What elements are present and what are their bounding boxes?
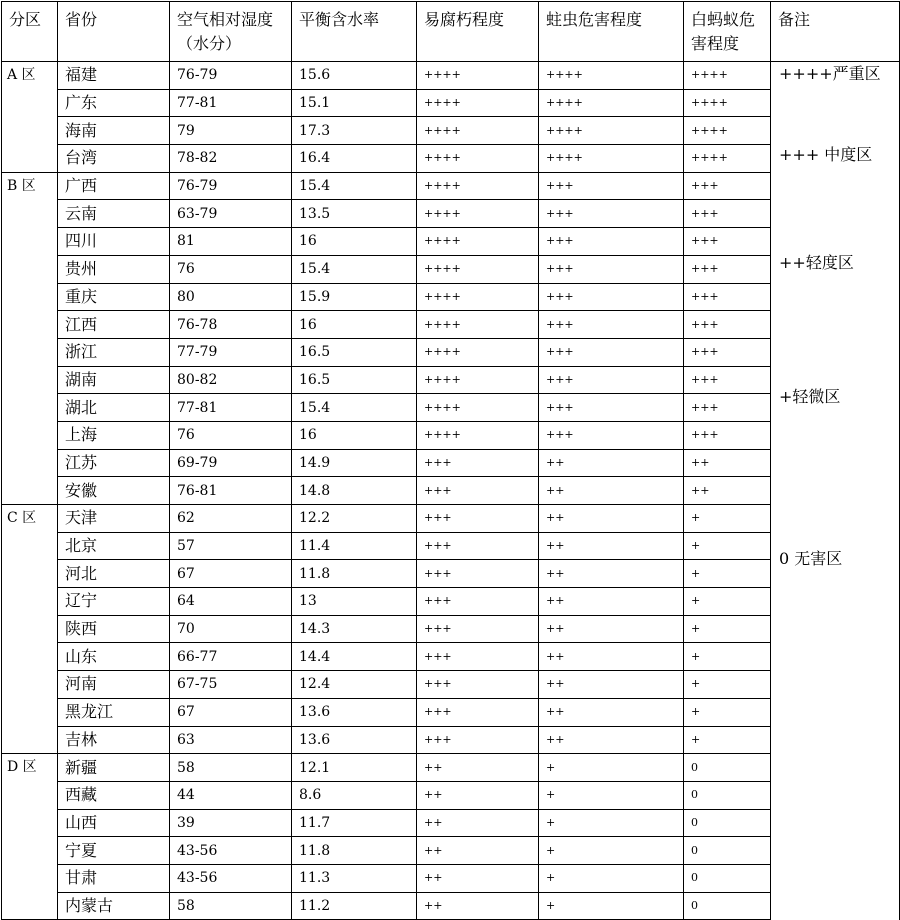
legend-note: 0 无害区: [779, 549, 843, 568]
table-row: [2, 671, 900, 699]
moisture-cell: 15.9: [292, 283, 417, 311]
humidity-cell: 43-56: [170, 864, 292, 892]
table-row: [2, 255, 900, 283]
termite-cell: +: [684, 698, 771, 726]
termite-cell: +++: [684, 200, 771, 228]
decay-cell: ++: [417, 781, 539, 809]
legend-note: +++ 中度区: [779, 145, 873, 164]
humidity-cell: 62: [170, 505, 292, 533]
decay-cell: ++++: [417, 200, 539, 228]
termite-cell: ++++: [684, 62, 771, 90]
humidity-cell: 81: [170, 228, 292, 256]
termite-cell: 0: [684, 781, 771, 809]
insect-cell: ++: [539, 643, 684, 671]
insect-cell: ++: [539, 560, 684, 588]
insect-cell: +++: [539, 394, 684, 422]
legend-note: ++轻度区: [779, 253, 854, 272]
humidity-cell: 76-79: [170, 172, 292, 200]
decay-cell: ++++: [417, 338, 539, 366]
table-row: [2, 643, 900, 671]
humidity-cell: 58: [170, 892, 292, 920]
termite-cell: +: [684, 560, 771, 588]
insect-cell: +++: [539, 200, 684, 228]
moisture-cell: 11.4: [292, 532, 417, 560]
humidity-cell: 67: [170, 698, 292, 726]
decay-cell: ++++: [417, 89, 539, 117]
province-cell: 贵州: [58, 255, 170, 283]
header-insect: 蛀虫危害程度: [539, 2, 684, 62]
humidity-cell: 76: [170, 421, 292, 449]
decay-cell: ++++: [417, 228, 539, 256]
table-row: [2, 754, 900, 782]
humidity-cell: 77-81: [170, 89, 292, 117]
moisture-cell: 12.1: [292, 754, 417, 782]
insect-cell: +++: [539, 421, 684, 449]
moisture-cell: 15.4: [292, 394, 417, 422]
insect-cell: ++: [539, 615, 684, 643]
province-cell: 四川: [58, 228, 170, 256]
insect-cell: ++: [539, 588, 684, 616]
termite-cell: +: [684, 532, 771, 560]
insect-cell: +++: [539, 338, 684, 366]
decay-cell: ++++: [417, 421, 539, 449]
province-cell: 陕西: [58, 615, 170, 643]
insect-cell: ++: [539, 477, 684, 505]
header-row: [2, 2, 900, 62]
header-humidity: 空气相对湿度（水分）: [170, 2, 292, 62]
moisture-cell: 14.4: [292, 643, 417, 671]
province-cell: 西藏: [58, 781, 170, 809]
decay-cell: ++++: [417, 62, 539, 90]
insect-cell: +: [539, 892, 684, 920]
decay-cell: +++: [417, 449, 539, 477]
termite-cell: 0: [684, 837, 771, 865]
humidity-cell: 39: [170, 809, 292, 837]
termite-cell: 0: [684, 809, 771, 837]
humidity-cell: 80-82: [170, 366, 292, 394]
humidity-cell: 64: [170, 588, 292, 616]
termite-cell: 0: [684, 864, 771, 892]
insect-cell: ++: [539, 671, 684, 699]
humidity-cell: 43-56: [170, 837, 292, 865]
moisture-cell: 16.4: [292, 145, 417, 173]
decay-cell: +++: [417, 643, 539, 671]
termite-cell: +: [684, 505, 771, 533]
insect-cell: ++++: [539, 62, 684, 90]
province-cell: 吉林: [58, 726, 170, 754]
legend-note: +轻微区: [779, 387, 841, 406]
moisture-cell: 13.6: [292, 726, 417, 754]
insect-cell: ++: [539, 726, 684, 754]
notes-column: [771, 62, 900, 920]
insect-cell: ++: [539, 698, 684, 726]
termite-cell: +: [684, 671, 771, 699]
moisture-cell: 12.4: [292, 671, 417, 699]
table-row: [2, 837, 900, 865]
zone-label: C 区: [2, 505, 58, 754]
decay-cell: ++++: [417, 255, 539, 283]
moisture-cell: 11.7: [292, 809, 417, 837]
decay-cell: ++: [417, 754, 539, 782]
province-cell: 辽宁: [58, 588, 170, 616]
table-row: [2, 726, 900, 754]
decay-cell: ++: [417, 837, 539, 865]
moisture-cell: 15.1: [292, 89, 417, 117]
insect-cell: +: [539, 809, 684, 837]
decay-cell: ++++: [417, 283, 539, 311]
province-cell: 山西: [58, 809, 170, 837]
table-row: [2, 809, 900, 837]
termite-cell: +++: [684, 172, 771, 200]
termite-cell: +++: [684, 338, 771, 366]
decay-cell: +++: [417, 726, 539, 754]
province-cell: 安徽: [58, 477, 170, 505]
insect-cell: ++: [539, 505, 684, 533]
moisture-cell: 17.3: [292, 117, 417, 145]
insect-cell: ++++: [539, 89, 684, 117]
table-row: [2, 117, 900, 145]
moisture-cell: 15.4: [292, 255, 417, 283]
termite-cell: ++++: [684, 117, 771, 145]
province-cell: 重庆: [58, 283, 170, 311]
termite-cell: +++: [684, 283, 771, 311]
zone-label: D 区: [2, 754, 58, 920]
decay-cell: +++: [417, 588, 539, 616]
legend-note: ++++严重区: [779, 64, 881, 83]
province-cell: 湖南: [58, 366, 170, 394]
province-cell: 福建: [58, 62, 170, 90]
termite-cell: +++: [684, 366, 771, 394]
decay-cell: +++: [417, 560, 539, 588]
humidity-cell: 76: [170, 255, 292, 283]
moisture-cell: 11.8: [292, 837, 417, 865]
decay-cell: ++: [417, 809, 539, 837]
insect-cell: ++: [539, 449, 684, 477]
province-cell: 湖北: [58, 394, 170, 422]
humidity-cell: 76-78: [170, 311, 292, 339]
table-row: [2, 200, 900, 228]
termite-cell: ++++: [684, 145, 771, 173]
termite-cell: +++: [684, 255, 771, 283]
zone-label: B 区: [2, 172, 58, 504]
humidity-cell: 78-82: [170, 145, 292, 173]
termite-cell: ++: [684, 449, 771, 477]
humidity-cell: 66-77: [170, 643, 292, 671]
table-row: [2, 62, 900, 90]
decay-cell: ++++: [417, 366, 539, 394]
termite-cell: +++: [684, 394, 771, 422]
moisture-cell: 11.3: [292, 864, 417, 892]
humidity-cell: 57: [170, 532, 292, 560]
wood-hazard-table: [1, 1, 900, 920]
table-row: [2, 311, 900, 339]
table-row: [2, 449, 900, 477]
insect-cell: +++: [539, 255, 684, 283]
moisture-cell: 16: [292, 421, 417, 449]
province-cell: 内蒙古: [58, 892, 170, 920]
header-province: 省份: [58, 2, 170, 62]
humidity-cell: 44: [170, 781, 292, 809]
table-row: [2, 892, 900, 920]
humidity-cell: 76-79: [170, 62, 292, 90]
humidity-cell: 58: [170, 754, 292, 782]
province-cell: 江西: [58, 311, 170, 339]
table-row: [2, 172, 900, 200]
decay-cell: ++: [417, 864, 539, 892]
moisture-cell: 16.5: [292, 338, 417, 366]
termite-cell: 0: [684, 892, 771, 920]
moisture-cell: 16.5: [292, 366, 417, 394]
decay-cell: +++: [417, 477, 539, 505]
province-cell: 宁夏: [58, 837, 170, 865]
humidity-cell: 63-79: [170, 200, 292, 228]
insect-cell: +: [539, 837, 684, 865]
termite-cell: +++: [684, 228, 771, 256]
moisture-cell: 16: [292, 228, 417, 256]
table-row: [2, 477, 900, 505]
header-zone: 分区: [2, 2, 58, 62]
termite-cell: +++: [684, 421, 771, 449]
table-row: [2, 283, 900, 311]
humidity-cell: 79: [170, 117, 292, 145]
province-cell: 河北: [58, 560, 170, 588]
province-cell: 广东: [58, 89, 170, 117]
table-row: [2, 89, 900, 117]
insect-cell: +++: [539, 366, 684, 394]
zone-label: A 区: [2, 62, 58, 173]
termite-cell: ++++: [684, 89, 771, 117]
header-moisture: 平衡含水率: [292, 2, 417, 62]
insect-cell: +: [539, 781, 684, 809]
moisture-cell: 14.9: [292, 449, 417, 477]
province-cell: 甘肃: [58, 864, 170, 892]
decay-cell: +++: [417, 671, 539, 699]
decay-cell: ++++: [417, 311, 539, 339]
moisture-cell: 14.8: [292, 477, 417, 505]
moisture-cell: 11.8: [292, 560, 417, 588]
moisture-cell: 15.4: [292, 172, 417, 200]
table-row: [2, 560, 900, 588]
decay-cell: +++: [417, 615, 539, 643]
table-row: [2, 421, 900, 449]
decay-cell: +++: [417, 505, 539, 533]
province-cell: 河南: [58, 671, 170, 699]
province-cell: 台湾: [58, 145, 170, 173]
humidity-cell: 77-81: [170, 394, 292, 422]
table-row: [2, 588, 900, 616]
humidity-cell: 69-79: [170, 449, 292, 477]
moisture-cell: 8.6: [292, 781, 417, 809]
table-row: [2, 781, 900, 809]
decay-cell: ++++: [417, 172, 539, 200]
moisture-cell: 13: [292, 588, 417, 616]
termite-cell: 0: [684, 754, 771, 782]
province-cell: 天津: [58, 505, 170, 533]
insect-cell: +++: [539, 311, 684, 339]
decay-cell: ++++: [417, 145, 539, 173]
humidity-cell: 67: [170, 560, 292, 588]
province-cell: 北京: [58, 532, 170, 560]
table-row: [2, 698, 900, 726]
table-row: [2, 864, 900, 892]
insect-cell: +: [539, 754, 684, 782]
province-cell: 黑龙江: [58, 698, 170, 726]
humidity-cell: 67-75: [170, 671, 292, 699]
header-notes: 备注: [771, 2, 900, 62]
moisture-cell: 11.2: [292, 892, 417, 920]
province-cell: 云南: [58, 200, 170, 228]
insect-cell: +++: [539, 228, 684, 256]
province-cell: 浙江: [58, 338, 170, 366]
moisture-cell: 12.2: [292, 505, 417, 533]
decay-cell: +++: [417, 698, 539, 726]
insect-cell: +++: [539, 172, 684, 200]
province-cell: 江苏: [58, 449, 170, 477]
insect-cell: ++: [539, 532, 684, 560]
decay-cell: +++: [417, 532, 539, 560]
table-row: [2, 338, 900, 366]
termite-cell: ++: [684, 477, 771, 505]
humidity-cell: 80: [170, 283, 292, 311]
table-row: [2, 366, 900, 394]
moisture-cell: 13.6: [292, 698, 417, 726]
header-termite: 白蚂蚁危害程度: [684, 2, 771, 62]
header-decay: 易腐朽程度: [417, 2, 539, 62]
table-row: [2, 394, 900, 422]
table-row: [2, 505, 900, 533]
humidity-cell: 76-81: [170, 477, 292, 505]
province-cell: 海南: [58, 117, 170, 145]
moisture-cell: 14.3: [292, 615, 417, 643]
province-cell: 上海: [58, 421, 170, 449]
termite-cell: +: [684, 726, 771, 754]
province-cell: 新疆: [58, 754, 170, 782]
decay-cell: ++++: [417, 117, 539, 145]
table-row: [2, 532, 900, 560]
moisture-cell: 15.6: [292, 62, 417, 90]
humidity-cell: 77-79: [170, 338, 292, 366]
moisture-cell: 13.5: [292, 200, 417, 228]
termite-cell: +: [684, 643, 771, 671]
termite-cell: +++: [684, 311, 771, 339]
termite-cell: +: [684, 588, 771, 616]
insect-cell: ++++: [539, 117, 684, 145]
table-row: [2, 228, 900, 256]
moisture-cell: 16: [292, 311, 417, 339]
table-row: [2, 615, 900, 643]
humidity-cell: 63: [170, 726, 292, 754]
humidity-cell: 70: [170, 615, 292, 643]
table-row: [2, 145, 900, 173]
insect-cell: +++: [539, 283, 684, 311]
decay-cell: ++: [417, 892, 539, 920]
insect-cell: ++++: [539, 145, 684, 173]
insect-cell: +: [539, 864, 684, 892]
province-cell: 广西: [58, 172, 170, 200]
decay-cell: ++++: [417, 394, 539, 422]
province-cell: 山东: [58, 643, 170, 671]
termite-cell: +: [684, 615, 771, 643]
